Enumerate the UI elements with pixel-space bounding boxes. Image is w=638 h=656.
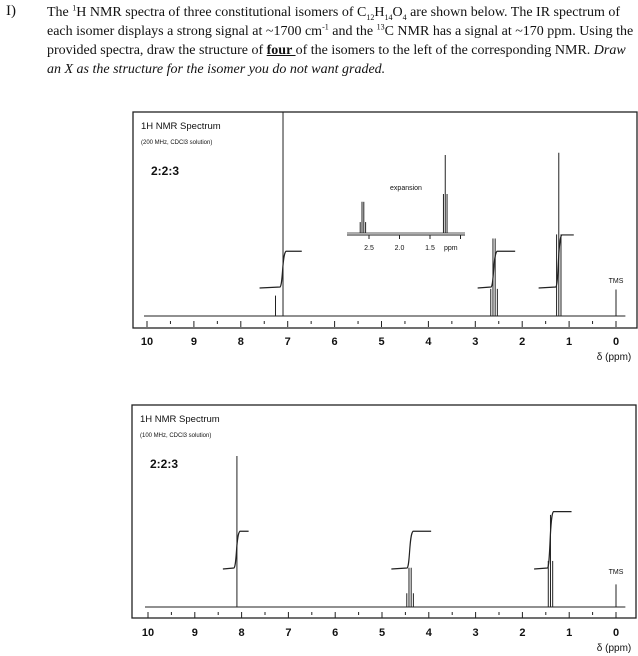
text: C NMR has a signal at ~170 ppm. Using the provided spectra, draw the structure of: [47, 24, 634, 58]
sub: 14: [384, 12, 393, 22]
text: are shown below. The IR spectrum of each isomer displays a strong signal at ~1700 cm: [47, 5, 621, 39]
tick-label: 2: [519, 336, 526, 348]
inset-tick-label: 2.0: [394, 245, 405, 252]
text: of the isomers to the left of the corresponding NMR.: [295, 43, 594, 58]
tick-label: 1: [566, 627, 573, 639]
tick-label: 8: [238, 627, 245, 639]
ratio-label: 2:2:3: [150, 457, 179, 471]
inset-label: expansion: [390, 185, 422, 192]
integral-curve: [391, 531, 431, 569]
tick-label: 0: [612, 627, 620, 639]
tick-label: 6: [332, 627, 339, 639]
sub: 4: [402, 12, 407, 22]
text: The: [47, 5, 73, 20]
axis-label: δ (ppm): [596, 643, 632, 654]
tick-label: 7: [285, 627, 292, 639]
tick-label: 9: [191, 627, 198, 639]
text: and the: [328, 24, 377, 39]
integral-curve: [260, 251, 302, 288]
tick-label: 5: [378, 336, 385, 348]
spectrum-title: 1H NMR Spectrum: [140, 414, 220, 425]
tick-label: 6: [331, 336, 338, 348]
inset-tick-label: 1.5: [425, 245, 435, 252]
tms-label: TMS: [608, 569, 624, 576]
inset-tick-label: 2.5: [364, 245, 374, 252]
tick-label: 8: [237, 336, 244, 348]
text: H: [374, 5, 385, 20]
tick-label: 4: [425, 336, 432, 348]
tick-label: 0: [612, 336, 620, 348]
text: O: [392, 5, 403, 20]
ratio-label: 2:2:3: [151, 164, 180, 178]
tick-label: 1: [566, 336, 573, 348]
sup: -1: [322, 22, 329, 32]
sup: 1: [72, 3, 77, 13]
tick-label: 3: [472, 627, 479, 639]
spectrum-title: 1H NMR Spectrum: [141, 121, 221, 132]
sup: 13: [376, 22, 385, 32]
integral-curve: [478, 251, 516, 288]
spectrum-conditions: (100 MHz, CDCl3 solution): [140, 433, 212, 439]
tms-label: TMS: [608, 278, 624, 285]
spectrum-conditions: (200 MHz, CDCl3 solution): [141, 140, 213, 146]
integral-curve: [534, 512, 571, 569]
instruction: Draw an X as the structure for the isomer you do not want graded.: [47, 43, 626, 77]
tick-label: 10: [141, 627, 155, 639]
integral-curve: [223, 531, 249, 569]
question-number: I): [6, 3, 16, 19]
tick-label: 4: [425, 627, 432, 639]
text: H NMR spectra of three constitutional isomers of C: [76, 5, 367, 20]
tick-label: 5: [378, 627, 386, 639]
inset-unit: ppm: [444, 245, 458, 252]
tick-label: 7: [284, 336, 291, 348]
tick-label: 9: [190, 336, 197, 348]
sub: 12: [366, 12, 375, 22]
tick-label: 2: [519, 627, 526, 639]
tick-label: 10: [140, 336, 154, 348]
emphasis: four: [266, 43, 296, 58]
tick-label: 3: [472, 336, 479, 348]
axis-label: δ (ppm): [596, 352, 632, 363]
